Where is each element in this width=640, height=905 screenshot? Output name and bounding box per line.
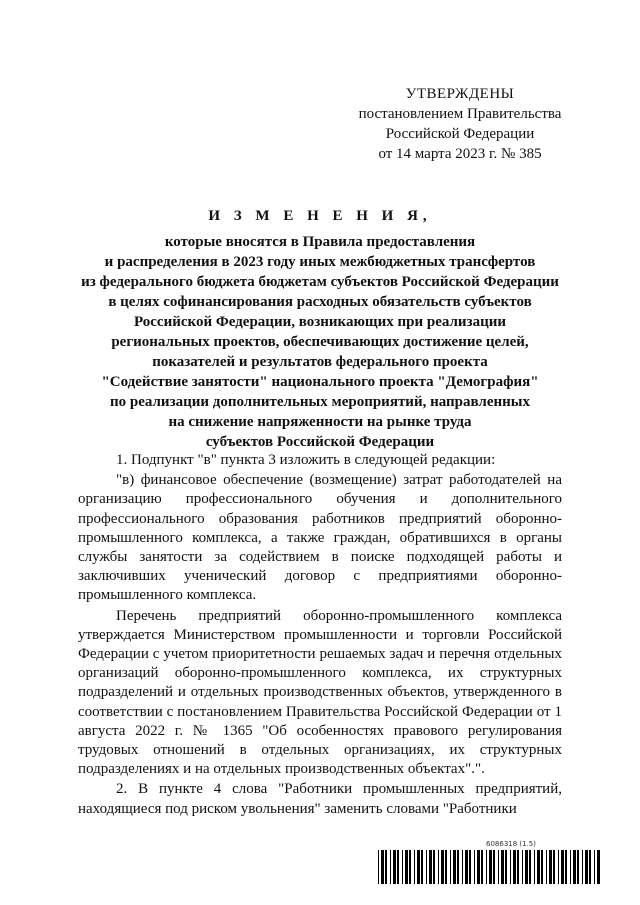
heading-line: которые вносятся в Правила предоставления xyxy=(164,234,476,250)
barcode-bar xyxy=(385,850,387,884)
heading-line: региональных проектов, обеспечивающих достижение целей, xyxy=(111,334,529,350)
heading-line: на снижение напряженности на рынке труда xyxy=(168,414,472,430)
barcode-bar xyxy=(426,850,427,884)
barcode-bar xyxy=(565,850,567,884)
barcode-bar xyxy=(529,850,531,884)
document-heading xyxy=(60,206,580,452)
barcode-bar xyxy=(417,850,420,884)
heading-line: Российской Федерации, возникающих при реализации xyxy=(133,314,506,330)
approval-block xyxy=(330,84,590,164)
barcode-bar xyxy=(489,850,492,884)
barcode-bar xyxy=(441,850,444,884)
barcode-bar xyxy=(381,850,384,884)
barcode-bar xyxy=(390,850,391,884)
barcode-bar xyxy=(450,850,451,884)
barcode-bar xyxy=(421,850,423,884)
document-body xyxy=(78,451,562,819)
barcode-bar xyxy=(558,850,559,884)
barcode-bar xyxy=(513,850,516,884)
approval-title: УТВЕРЖДЕНЫ xyxy=(405,86,515,102)
barcode-bar xyxy=(469,850,471,884)
body-paragraph: Перечень предприятий оборонно-промышленного комплекса утверждается Министерством промышленности и торговли Российской Федерации с учетом приоритетности решаемых задач и перечня отдельных организаций оборонно-промышленного комплекса, их структурных подразделений и отдельных производственных объектов, утвержденного в соответствии с постановлением Правительства Российской Федерации от 1 августа 2022 г. № 1365 "Об особенностях правового регулирования трудовых отношений в отдельных организациях, их структурных подразделениях и на отдельных производственных объектах".". xyxy=(78,607,562,778)
barcode-bar xyxy=(585,850,588,884)
heading-title: И З М Е Н Е Н И Я, xyxy=(208,208,432,224)
body-paragraph: 1. Подпункт "в" пункта 3 изложить в следующей редакции: xyxy=(116,452,496,468)
barcode-bar xyxy=(553,850,555,884)
barcode-bar xyxy=(405,850,408,884)
barcode-bar xyxy=(409,850,411,884)
heading-line: субъектов Российской Федерации xyxy=(205,434,435,450)
barcode-bar xyxy=(438,850,439,884)
heading-line: из федерального бюджета бюджетам субъектов Российской Федерации xyxy=(81,274,559,290)
barcode-bar xyxy=(402,850,403,884)
barcode-bar xyxy=(493,850,495,884)
barcode-bar xyxy=(378,850,379,884)
heading-line: показателей и результатов федерального проекта xyxy=(152,354,488,370)
barcode-bar xyxy=(589,850,591,884)
barcode-bar xyxy=(429,850,432,884)
barcode-bar xyxy=(573,850,576,884)
heading-line: и распределения в 2023 году иных межбюджетных трансфертов xyxy=(104,254,536,270)
body-paragraph: 2. В пункте 4 слова "Работники промышленных предприятий, находящиеся под риском увольнения" заменить словами "Работники xyxy=(78,781,562,817)
barcode-bar xyxy=(486,850,487,884)
barcode-number: 6086318 (1.5) xyxy=(486,840,536,848)
barcode-bar xyxy=(510,850,511,884)
approval-line-2: Российской Федерации xyxy=(385,126,535,142)
approval-line-3: от 14 марта 2023 г. № 385 xyxy=(378,146,542,162)
barcode-bar xyxy=(433,850,435,884)
barcode-bar xyxy=(474,850,475,884)
barcode-bar xyxy=(541,850,543,884)
barcode-bar xyxy=(393,850,396,884)
barcode-bar xyxy=(525,850,528,884)
barcode-bar xyxy=(465,850,468,884)
barcode-bar xyxy=(505,850,507,884)
barcode-bar xyxy=(397,850,399,884)
barcode-bar xyxy=(477,850,480,884)
barcode-bar xyxy=(570,850,571,884)
barcode-bar xyxy=(457,850,459,884)
barcode-bar xyxy=(522,850,523,884)
barcode-bar xyxy=(594,850,595,884)
barcode-bar xyxy=(577,850,579,884)
barcode-bar xyxy=(414,850,415,884)
approval-line-1: постановлением Правительства xyxy=(358,106,562,122)
body-paragraph: "в) финансовое обеспечение (возмещение) затрат работодателей на организацию профессионального обучения и дополнительного профессионального образования работников предприятий оборонно-промышленного комплекса, а также граждан, обратившихся в органы службы занятости за содействием в поиске подходящей работы и заключивших ученический договор с предприятиями оборонно-промышленного комплекса. xyxy=(78,472,562,604)
barcode-bar xyxy=(445,850,447,884)
barcode-bar xyxy=(534,850,535,884)
barcode-bar xyxy=(537,850,540,884)
barcode-bar xyxy=(498,850,499,884)
barcode-bar xyxy=(517,850,519,884)
barcode-bar xyxy=(561,850,564,884)
barcode-bar xyxy=(597,850,600,884)
barcode-bar xyxy=(549,850,552,884)
barcode-bar xyxy=(481,850,483,884)
heading-line: по реализации дополнительных мероприятий, направленных xyxy=(109,394,530,410)
barcode-bar xyxy=(582,850,583,884)
heading-line: в целях софинансирования расходных обязательств субъектов xyxy=(108,294,532,310)
barcode-icon xyxy=(378,850,600,884)
barcode-bar xyxy=(501,850,504,884)
barcode-bar xyxy=(546,850,547,884)
barcode-bar xyxy=(462,850,463,884)
heading-line: "Содействие занятости" национального проекта "Демография" xyxy=(101,374,539,390)
barcode-bar xyxy=(453,850,456,884)
